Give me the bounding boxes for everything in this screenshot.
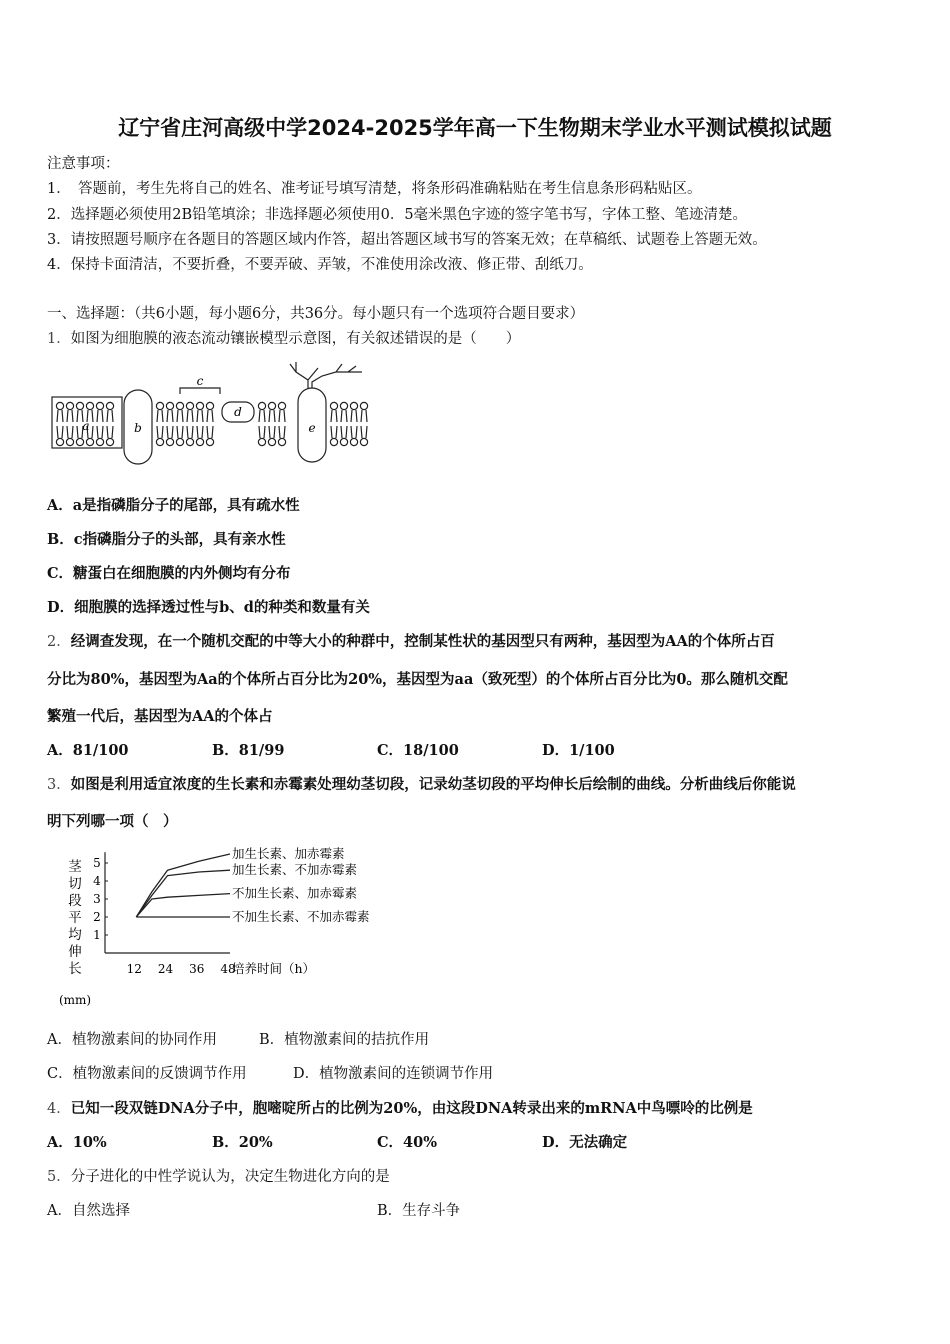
phospholipid-tail [351, 410, 357, 422]
phospholipid-head [86, 438, 93, 445]
bracket-c [180, 388, 220, 394]
phospholipid-head [76, 402, 83, 409]
option-A: A．自然选择 [47, 1203, 130, 1219]
x-tick-label: 24 [157, 962, 174, 976]
growth-chart [55, 845, 400, 1007]
label-b: b [134, 421, 142, 435]
question-number: 2． [47, 634, 71, 650]
option-D: D．植物激素间的连锁调节作用 [293, 1066, 494, 1082]
option-B: B．生存斗争 [377, 1203, 461, 1219]
y-axis-label-char: 均 [68, 927, 82, 943]
phospholipid-tail [331, 426, 337, 438]
series-label: 不加生长素、加赤霉素 [232, 885, 358, 901]
phospholipid-head [196, 438, 203, 445]
option-C: C．糖蛋白在细胞膜的内外侧均有分布 [47, 565, 291, 582]
label-d: d [234, 405, 242, 419]
option-B: B．c指磷脂分子的头部，具有亲水性 [47, 531, 286, 548]
phospholipid-head [86, 402, 93, 409]
question-number: 3． [47, 777, 71, 793]
phospholipid-tail [361, 426, 367, 438]
option-A: A．a是指磷脂分子的尾部，具有疏水性 [47, 497, 300, 514]
label-c: c [196, 374, 204, 388]
series-line [136, 854, 230, 917]
question-number: 1． [47, 331, 71, 347]
y-axis-label-char: 平 [68, 910, 82, 926]
phospholipid-head [66, 438, 73, 445]
y-axis-label-char: 茎 [68, 859, 82, 875]
notice-heading: 注意事项： [47, 156, 120, 172]
notice-item: 3．请按照题号顺序在各题目的答题区域内作答，超出答题区域书写的答案无效；在草稿纸、试题卷上答题无效。 [47, 232, 767, 248]
question-3-stem [47, 773, 796, 794]
phospholipid-tail [361, 410, 367, 422]
cell-membrane-diagram [50, 362, 372, 464]
notice-item: 2．选择题必须使用2B铅笔填涂；非选择题必须使用0．5毫米黑色字迹的签字笔书写，字体工整、笔迹清楚。 [47, 207, 748, 223]
phospholipid-tail [351, 426, 357, 438]
option-C: C．40% [377, 1134, 437, 1151]
phospholipid-tail [269, 426, 275, 438]
phospholipid-head [56, 438, 63, 445]
glycoprotein-chain [290, 362, 362, 388]
series-label: 加生长素、不加赤霉素 [232, 862, 358, 878]
phospholipid-head [340, 438, 347, 445]
question-2-stem-line: 繁殖一代后，基因型为AA的个体占 [47, 708, 273, 725]
y-tick-label: 5 [93, 856, 101, 870]
phospholipid-heads-bottom [56, 426, 367, 446]
question-1-stem [47, 327, 520, 348]
phospholipid-head [206, 402, 213, 409]
x-tick-label: 48 [220, 962, 236, 976]
phospholipid-tail [97, 410, 103, 422]
phospholipid-tail [341, 426, 347, 438]
x-tick-label: 36 [189, 962, 205, 976]
phospholipid-head [330, 402, 337, 409]
phospholipid-heads-top [56, 402, 367, 422]
phospholipid-tail [341, 410, 347, 422]
phospholipid-head [268, 402, 275, 409]
notice-item: 4．保持卡面清洁，不要折叠，不要弄破、弄皱，不准使用涂改液、修正带、刮纸刀。 [47, 257, 593, 273]
phospholipid-tail [197, 426, 203, 438]
label-e: e [308, 421, 316, 435]
page-title: 辽宁省庄河高级中学2024-2025学年高一下生物期末学业水平测试模拟试题 [118, 116, 832, 140]
option-B: B．81/99 [212, 742, 285, 759]
phospholipid-head [196, 402, 203, 409]
phospholipid-head [106, 438, 113, 445]
phospholipid-head [96, 438, 103, 445]
phospholipid-tail [97, 426, 103, 438]
question-text: 经调查发现，在一个随机交配的中等大小的种群中，控制某性状的基因型只有两种，基因型为AA的个体所占百 [70, 633, 775, 650]
y-tick-label: 2 [93, 910, 101, 924]
phospholipid-head [56, 402, 63, 409]
phospholipid-head [176, 402, 183, 409]
phospholipid-head [156, 402, 163, 409]
series-label: 不加生长素、不加赤霉素 [232, 909, 370, 924]
question-5-stem [47, 1165, 390, 1186]
y-axis-unit: (mm) [58, 993, 92, 1007]
phospholipid-head [176, 438, 183, 445]
phospholipid-tail [157, 426, 163, 438]
option-A: A．81/100 [47, 742, 129, 759]
phospholipid-tail [67, 426, 73, 438]
phospholipid-tail [167, 410, 173, 422]
question-text: 如图为细胞膜的液态流动镶嵌模型示意图，有关叙述错误的是（ ） [70, 331, 521, 347]
phospholipid-tail [187, 410, 193, 422]
question-number: 4． [47, 1101, 71, 1117]
option-D: D．1/100 [542, 742, 615, 759]
phospholipid-head [340, 402, 347, 409]
phospholipid-head [186, 402, 193, 409]
phospholipid-head [258, 402, 265, 409]
option-B: B．20% [212, 1134, 273, 1151]
question-4-stem [47, 1097, 753, 1118]
phospholipid-head [76, 438, 83, 445]
phospholipid-head [278, 438, 285, 445]
x-axis-label: 培养时间（h） [232, 961, 316, 976]
y-tick-label: 4 [93, 874, 101, 888]
phospholipid-tail [107, 410, 113, 422]
phospholipid-tail [207, 426, 213, 438]
y-axis-label-char: 段 [68, 893, 82, 909]
option-D: D．无法确定 [542, 1134, 628, 1151]
question-number: 5． [47, 1169, 71, 1185]
y-axis-label-char: 伸 [68, 944, 82, 960]
option-A: A．10% [47, 1134, 107, 1151]
phospholipid-head [360, 402, 367, 409]
phospholipid-head [106, 402, 113, 409]
y-tick-label: 1 [93, 928, 101, 942]
phospholipid-head [166, 438, 173, 445]
phospholipid-tail [57, 426, 63, 438]
phospholipid-tail [331, 410, 337, 422]
phospholipid-head [360, 438, 367, 445]
phospholipid-tail [177, 426, 183, 438]
phospholipid-head [350, 402, 357, 409]
question-text: 分子进化的中性学说认为，决定生物进化方向的是 [70, 1169, 390, 1185]
phospholipid-tail [177, 410, 183, 422]
phospholipid-head [258, 438, 265, 445]
phospholipid-tail [167, 426, 173, 438]
phospholipid-tail [57, 410, 63, 422]
question-text: 如图是利用适宜浓度的生长素和赤霉素处理幼茎切段，记录幼茎切段的平均伸长后绘制的曲线。分析曲线后你能说 [70, 776, 796, 793]
option-A: A．植物激素间的协同作用 [47, 1032, 217, 1048]
phospholipid-head [330, 438, 337, 445]
label-a: a [82, 419, 90, 433]
phospholipid-head [186, 438, 193, 445]
question-2-stem-line: 分比为80%，基因型为Aa的个体所占百分比为20%，基因型为aa（致死型）的个体所占百分比为0。那么随机交配 [47, 671, 788, 688]
phospholipid-tail [67, 410, 73, 422]
option-C: C．18/100 [377, 742, 459, 759]
phospholipid-head [206, 438, 213, 445]
notice-item: 1． 答题前，考生先将自己的姓名、准考证号填写清楚，将条形码准确粘贴在考生信息条形码粘贴区。 [47, 181, 702, 197]
option-C: C．植物激素间的反馈调节作用 [47, 1066, 247, 1082]
phospholipid-tail [207, 410, 213, 422]
phospholipid-head [166, 402, 173, 409]
y-axis-label-char: 长 [68, 961, 82, 977]
y-tick-label: 3 [93, 892, 101, 906]
phospholipid-head [268, 438, 275, 445]
option-D: D．细胞膜的选择透过性与b、d的种类和数量有关 [47, 599, 370, 616]
section-heading: 一、选择题：（共6小题，每小题6分，共36分。每小题只有一个选项符合题目要求） [47, 306, 585, 322]
option-B: B．植物激素间的拮抗作用 [259, 1032, 430, 1048]
question-text: 已知一段双链DNA分子中，胞嘧啶所占的比例为20%，由这段DNA转录出来的mRNA中鸟嘌呤的比例是 [70, 1100, 753, 1117]
phospholipid-tail [157, 410, 163, 422]
phospholipid-tail [197, 410, 203, 422]
phospholipid-tail [279, 426, 285, 438]
question-3-stem-line: 明下列哪一项（ ） [47, 813, 178, 830]
phospholipid-head [66, 402, 73, 409]
x-tick-label: 12 [126, 962, 142, 976]
phospholipid-tail [107, 426, 113, 438]
phospholipid-tail [259, 410, 265, 422]
series-label: 加生长素、加赤霉素 [232, 846, 345, 861]
phospholipid-head [96, 402, 103, 409]
y-axis-label-char: 切 [68, 876, 82, 892]
phospholipid-tail [259, 426, 265, 438]
phospholipid-tail [269, 410, 275, 422]
phospholipid-head [278, 402, 285, 409]
phospholipid-head [350, 438, 357, 445]
question-2-stem [47, 630, 775, 651]
phospholipid-head [156, 438, 163, 445]
phospholipid-tail [279, 410, 285, 422]
phospholipid-tail [187, 426, 193, 438]
